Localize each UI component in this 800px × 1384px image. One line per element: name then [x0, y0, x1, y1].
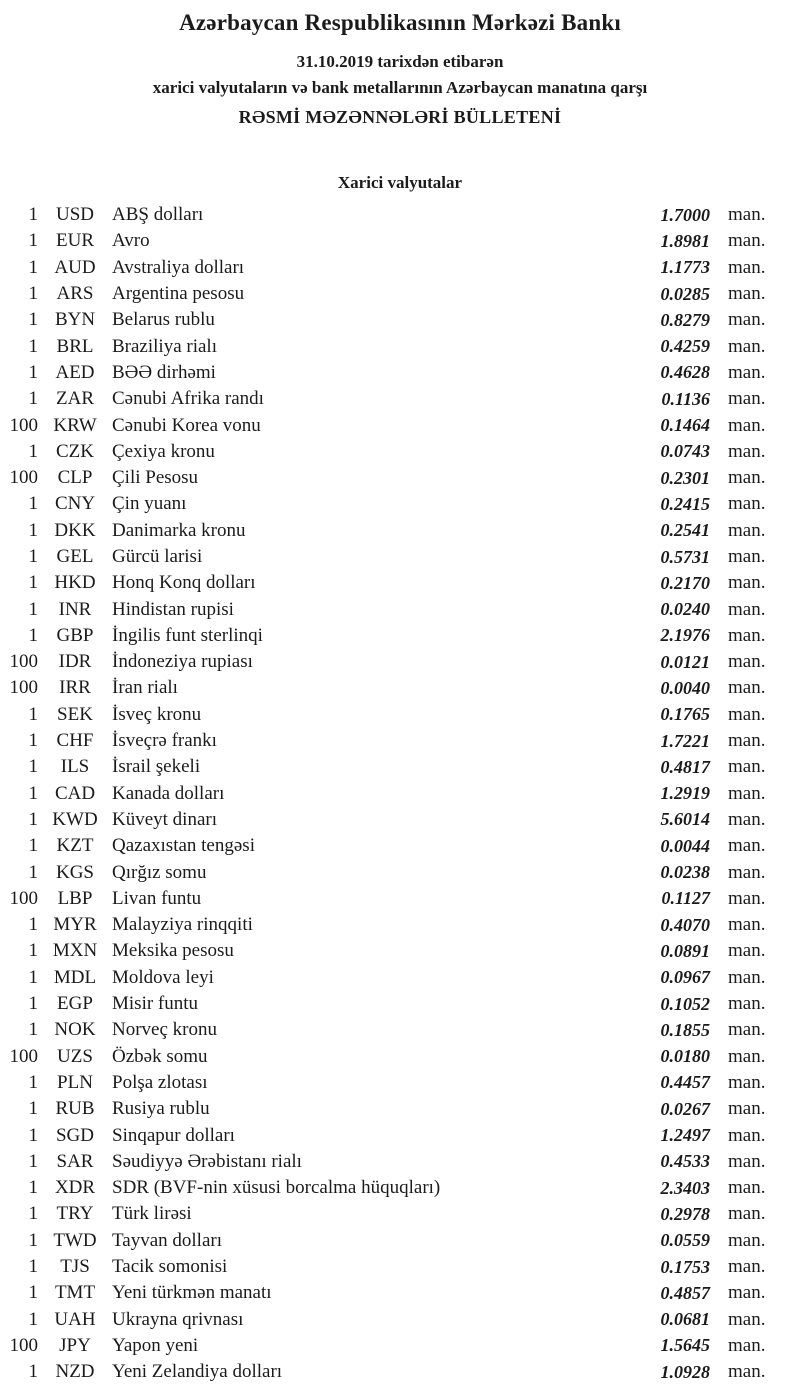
currency-name: Qırğız somu — [112, 861, 207, 883]
currency-code: PLN — [57, 1071, 93, 1093]
unit-label: man. — [728, 887, 766, 909]
rate-value: 0.4457 — [660, 1072, 710, 1093]
quantity: 100 — [9, 467, 38, 489]
rate-value: 0.0240 — [660, 599, 710, 620]
unit-label: man. — [728, 1071, 766, 1093]
currency-code: IDR — [58, 651, 92, 673]
currency-name: Çexiya kronu — [112, 440, 215, 462]
currency-code: MYR — [53, 914, 97, 936]
table-row — [0, 491, 800, 517]
rate-value: 0.0121 — [660, 651, 710, 672]
unit-label: man. — [728, 1203, 766, 1225]
rate-value: 0.4259 — [660, 336, 710, 357]
rate-value: 0.0044 — [660, 835, 710, 856]
currency-name: Polşa zlotası — [112, 1071, 208, 1093]
quantity: 100 — [9, 887, 38, 909]
currency-code: TRY — [56, 1203, 94, 1225]
currency-name: Ukrayna qrivnası — [112, 1308, 244, 1330]
rate-value: 0.1753 — [660, 1256, 710, 1277]
currency-code: GEL — [56, 546, 94, 567]
currency-code: AUD — [54, 256, 96, 278]
currency-code: EUR — [56, 230, 94, 252]
quantity: 100 — [9, 1334, 38, 1356]
currency-name: Qazaxıstan tengəsi — [112, 835, 255, 857]
rate-value: 0.0285 — [660, 283, 710, 304]
currency-name: Gürcü larisi — [112, 546, 203, 567]
quantity: 100 — [9, 1045, 38, 1067]
table-row — [0, 781, 800, 807]
rate-value: 0.4070 — [660, 914, 710, 935]
table-row — [0, 544, 800, 570]
table-row — [0, 1359, 800, 1384]
currency-name: İndoneziya rupiası — [112, 651, 253, 673]
unit-label: man. — [728, 730, 766, 752]
quantity: 1 — [28, 861, 38, 883]
table-row — [0, 386, 800, 412]
currency-name: Rusiya rublu — [112, 1098, 210, 1120]
currency-code: USD — [55, 204, 94, 226]
unit-label: man. — [728, 1019, 766, 1041]
rate-value: 0.2301 — [660, 467, 710, 488]
currency-name: Hindistan rupisi — [112, 598, 234, 620]
currency-name: Argentina pesosu — [112, 283, 245, 305]
quantity: 1 — [28, 256, 38, 278]
currency-name: Danimarka kronu — [112, 519, 246, 541]
unit-label: man. — [728, 677, 766, 699]
rate-value: 0.0559 — [660, 1230, 710, 1251]
table-row — [0, 255, 800, 281]
table-row — [0, 333, 800, 359]
quantity: 1 — [28, 703, 38, 725]
currency-name: İsveç kronu — [112, 703, 202, 725]
unit-label: man. — [728, 914, 766, 936]
currency-code: INR — [58, 598, 92, 620]
currency-name: Avro — [112, 230, 150, 252]
quantity: 1 — [28, 1229, 38, 1251]
unit-label: man. — [728, 546, 766, 567]
table-row — [0, 465, 800, 491]
currency-name: Çili Pesosu — [112, 467, 199, 489]
table-row — [0, 1149, 800, 1175]
rate-value: 2.3403 — [660, 1177, 710, 1198]
currency-name: Avstraliya dolları — [112, 256, 245, 278]
currency-name: Norveç kronu — [112, 1019, 217, 1041]
currency-code: UAH — [54, 1308, 96, 1330]
quantity: 1 — [28, 283, 38, 305]
quantity: 1 — [28, 966, 38, 988]
quantity: 1 — [28, 1203, 38, 1225]
currency-code: CZK — [56, 440, 94, 462]
table-row — [0, 728, 800, 754]
unit-label: man. — [728, 1361, 766, 1383]
table-row — [0, 912, 800, 938]
currency-name: ABŞ dolları — [112, 204, 204, 226]
table-row — [0, 412, 800, 438]
table-row — [0, 1122, 800, 1148]
quantity: 1 — [28, 546, 38, 567]
unit-label: man. — [728, 1098, 766, 1120]
currency-code: RUB — [55, 1098, 95, 1120]
currency-name: Honq Konq dolları — [112, 572, 256, 594]
quantity: 1 — [28, 1361, 38, 1383]
quantity: 1 — [28, 309, 38, 331]
currency-name: Türk lirəsi — [112, 1203, 192, 1225]
table-row — [0, 1070, 800, 1096]
table-row — [0, 570, 800, 596]
currency-code: HKD — [54, 572, 96, 594]
currency-name: Tacik somonisi — [112, 1256, 228, 1278]
unit-label: man. — [728, 388, 766, 410]
currency-code: KGS — [55, 861, 94, 883]
table-row — [0, 807, 800, 833]
currency-name: Yapon yeni — [112, 1334, 199, 1356]
quantity: 1 — [28, 388, 38, 410]
quantity: 1 — [28, 993, 38, 1015]
table-row — [0, 991, 800, 1017]
currency-name: Küveyt dinarı — [112, 808, 218, 830]
currency-name: Malayziya rinqqiti — [112, 914, 253, 936]
unit-label: man. — [728, 624, 766, 646]
quantity: 1 — [28, 835, 38, 857]
unit-label: man. — [728, 782, 766, 804]
currency-name: SDR (BVF-nin xüsusi borcalma hüquqları) — [112, 1177, 441, 1199]
table-row — [0, 518, 800, 544]
currency-name: Yeni türkmən manatı — [112, 1282, 272, 1304]
unit-label: man. — [728, 572, 766, 594]
quantity: 1 — [28, 1308, 38, 1330]
table-row — [0, 1044, 800, 1070]
currency-code: IRR — [59, 677, 91, 699]
quantity: 1 — [28, 1019, 38, 1041]
rate-value: 0.0180 — [660, 1046, 710, 1067]
unit-label: man. — [728, 414, 766, 436]
currency-name: Səudiyyə Ərəbistanı rialı — [112, 1150, 302, 1172]
rate-value: 0.8279 — [660, 309, 710, 330]
unit-label: man. — [728, 309, 766, 331]
unit-label: man. — [728, 440, 766, 462]
effective-date: 31.10.2019 tarixdən etibarən — [296, 52, 504, 71]
currency-name: Livan funtu — [112, 887, 202, 909]
bulletin-name: RƏSMİ MƏZƏNNƏLƏRİ BÜLLETENİ — [238, 107, 562, 127]
rate-value: 0.0891 — [660, 940, 710, 961]
quantity: 1 — [28, 756, 38, 778]
rate-value: 0.2978 — [660, 1203, 710, 1224]
bulletin-subtitle: xarici valyutaların və bank metallarının Azərbaycan manatına qarşı — [152, 78, 648, 97]
rate-value: 1.7221 — [660, 730, 710, 751]
unit-label: man. — [728, 204, 766, 226]
table-row — [0, 965, 800, 991]
unit-label: man. — [728, 1124, 766, 1146]
currency-name: İsveçrə frankı — [112, 730, 217, 752]
rate-value: 0.1765 — [660, 704, 710, 725]
unit-label: man. — [728, 598, 766, 620]
rate-value: 0.2541 — [660, 520, 710, 541]
rate-value: 2.1976 — [660, 625, 710, 646]
rate-value: 0.4628 — [660, 362, 710, 383]
table-row — [0, 623, 800, 649]
currency-name: Çin yuanı — [112, 493, 187, 515]
currency-code: KWD — [52, 808, 98, 830]
currency-name: İngilis funt sterlinqi — [112, 624, 263, 646]
rate-value: 0.1855 — [660, 1019, 710, 1040]
unit-label: man. — [728, 1282, 766, 1304]
quantity: 1 — [28, 361, 38, 383]
table-row — [0, 675, 800, 701]
quantity: 1 — [28, 1256, 38, 1278]
rate-value: 0.0238 — [660, 862, 710, 883]
currency-name: Cənubi Korea vonu — [112, 414, 261, 436]
table-row — [0, 1280, 800, 1306]
unit-label: man. — [728, 230, 766, 252]
table-row — [0, 1254, 800, 1280]
unit-label: man. — [728, 1229, 766, 1251]
rate-value: 0.0743 — [660, 441, 710, 462]
unit-label: man. — [728, 940, 766, 962]
table-row — [0, 649, 800, 675]
unit-label: man. — [728, 1177, 766, 1199]
exchange-rates-table — [0, 202, 800, 1384]
rate-value: 0.1464 — [660, 415, 710, 436]
quantity: 1 — [28, 730, 38, 752]
rate-value: 0.0267 — [660, 1098, 710, 1119]
table-row — [0, 1333, 800, 1359]
unit-label: man. — [728, 756, 766, 778]
currency-code: ARS — [56, 283, 94, 305]
quantity: 1 — [28, 1098, 38, 1120]
quantity: 1 — [28, 782, 38, 804]
currency-code: BYN — [54, 309, 96, 331]
currency-code: NZD — [55, 1361, 95, 1383]
rate-value: 0.0681 — [660, 1309, 710, 1330]
currency-code: MDL — [53, 966, 97, 988]
unit-label: man. — [728, 361, 766, 383]
rate-value: 1.5645 — [660, 1335, 710, 1356]
quantity: 1 — [28, 1282, 38, 1304]
quantity: 1 — [28, 1150, 38, 1172]
currency-code: UZS — [57, 1045, 93, 1067]
currency-code: SGD — [55, 1124, 94, 1146]
currency-code: MXN — [52, 940, 98, 962]
table-row — [0, 1228, 800, 1254]
unit-label: man. — [728, 519, 766, 541]
rate-value: 1.2919 — [660, 783, 710, 804]
rate-value: 0.1127 — [661, 888, 710, 909]
rate-value: 0.0967 — [660, 967, 710, 988]
rate-value: 0.5731 — [660, 546, 710, 567]
quantity: 1 — [28, 230, 38, 252]
table-row — [0, 228, 800, 254]
currency-code: ILS — [60, 756, 90, 778]
rate-value: 0.2170 — [660, 572, 710, 593]
quantity: 1 — [28, 572, 38, 594]
rate-value: 1.7000 — [660, 204, 710, 225]
table-row — [0, 307, 800, 333]
currency-code: EGP — [57, 993, 93, 1015]
table-row — [0, 886, 800, 912]
page-title: Azərbaycan Respublikasının Mərkəzi Bankı — [179, 10, 621, 35]
table-row — [0, 1096, 800, 1122]
rate-value: 0.4817 — [660, 756, 710, 777]
rate-value: 0.1136 — [661, 388, 710, 409]
currency-code: SEK — [57, 703, 93, 725]
quantity: 1 — [28, 335, 38, 357]
rate-value: 0.4857 — [660, 1282, 710, 1303]
table-row — [0, 1017, 800, 1043]
currency-name: Tayvan dolları — [112, 1229, 222, 1251]
quantity: 100 — [9, 677, 38, 699]
unit-label: man. — [728, 1334, 766, 1356]
currency-name: Yeni Zelandiya dolları — [112, 1361, 283, 1383]
unit-label: man. — [728, 1150, 766, 1172]
unit-label: man. — [728, 1045, 766, 1067]
quantity: 1 — [28, 914, 38, 936]
currency-code: DKK — [54, 519, 96, 541]
table-row — [0, 833, 800, 859]
rate-value: 0.4533 — [660, 1151, 710, 1172]
quantity: 1 — [28, 624, 38, 646]
quantity: 100 — [9, 651, 38, 673]
quantity: 1 — [28, 1071, 38, 1093]
currency-name: Kanada dolları — [112, 782, 225, 804]
table-row — [0, 360, 800, 386]
currency-name: Moldova leyi — [112, 966, 214, 988]
unit-label: man. — [728, 651, 766, 673]
rate-value: 1.8981 — [660, 230, 710, 251]
currency-code: CAD — [54, 782, 96, 804]
currency-code: CNY — [54, 493, 96, 515]
currency-name: Belarus rublu — [112, 309, 215, 331]
unit-label: man. — [728, 703, 766, 725]
unit-label: man. — [728, 993, 766, 1015]
rate-value: 1.0928 — [660, 1361, 710, 1382]
unit-label: man. — [728, 1308, 766, 1330]
unit-label: man. — [728, 808, 766, 830]
currency-code: CLP — [57, 467, 93, 489]
currency-code: KZT — [56, 835, 94, 857]
currency-code: TWD — [53, 1229, 97, 1251]
quantity: 100 — [9, 414, 38, 436]
quantity: 1 — [28, 940, 38, 962]
quantity: 1 — [28, 1177, 38, 1199]
table-row — [0, 754, 800, 780]
table-row — [0, 1201, 800, 1227]
currency-code: XDR — [54, 1177, 96, 1199]
table-row — [0, 702, 800, 728]
currency-name: BƏƏ dirhəmi — [112, 361, 216, 383]
table-row — [0, 439, 800, 465]
currency-code: JPY — [59, 1334, 91, 1356]
unit-label: man. — [728, 335, 766, 357]
currency-code: AED — [55, 361, 95, 383]
unit-label: man. — [728, 835, 766, 857]
rate-value: 0.2415 — [660, 493, 710, 514]
table-row — [0, 938, 800, 964]
table-row — [0, 281, 800, 307]
currency-code: SAR — [56, 1150, 94, 1172]
rate-value: 1.1773 — [660, 257, 710, 278]
quantity: 1 — [28, 204, 38, 226]
currency-code: GBP — [56, 624, 94, 646]
currency-code: CHF — [56, 730, 94, 752]
table-row — [0, 596, 800, 622]
currency-name: Özbək somu — [112, 1045, 208, 1067]
rate-value: 0.1052 — [660, 993, 710, 1014]
table-row — [0, 1306, 800, 1332]
unit-label: man. — [728, 861, 766, 883]
unit-label: man. — [728, 283, 766, 305]
section-title-foreign-currencies: Xarici valyutalar — [337, 173, 463, 192]
currency-name: Misir funtu — [112, 993, 199, 1015]
quantity: 1 — [28, 598, 38, 620]
rate-value: 1.2497 — [660, 1125, 710, 1146]
table-row — [0, 202, 800, 228]
unit-label: man. — [728, 467, 766, 489]
currency-code: TMT — [54, 1282, 96, 1304]
rate-value: 0.0040 — [660, 677, 710, 698]
currency-code: ZAR — [56, 388, 94, 410]
currency-code: LBP — [57, 887, 93, 909]
currency-name: Meksika pesosu — [112, 940, 234, 962]
quantity: 1 — [28, 519, 38, 541]
currency-code: KRW — [53, 414, 97, 436]
currency-name: Sinqapur dolları — [112, 1124, 235, 1146]
currency-name: İran rialı — [112, 677, 178, 699]
rate-value: 5.6014 — [660, 809, 710, 830]
quantity: 1 — [28, 1124, 38, 1146]
currency-name: İsrail şekeli — [112, 756, 201, 778]
currency-code: BRL — [56, 335, 94, 357]
table-row — [0, 1175, 800, 1201]
unit-label: man. — [728, 966, 766, 988]
table-row — [0, 859, 800, 885]
currency-code: TJS — [60, 1256, 90, 1278]
currency-name: Braziliya rialı — [112, 335, 217, 357]
currency-code: NOK — [54, 1019, 96, 1041]
unit-label: man. — [728, 1256, 766, 1278]
bulletin-header — [0, 8, 800, 130]
quantity: 1 — [28, 440, 38, 462]
quantity: 1 — [28, 808, 38, 830]
unit-label: man. — [728, 256, 766, 278]
currency-name: Cənubi Afrika randı — [112, 388, 264, 410]
unit-label: man. — [728, 493, 766, 515]
quantity: 1 — [28, 493, 38, 515]
